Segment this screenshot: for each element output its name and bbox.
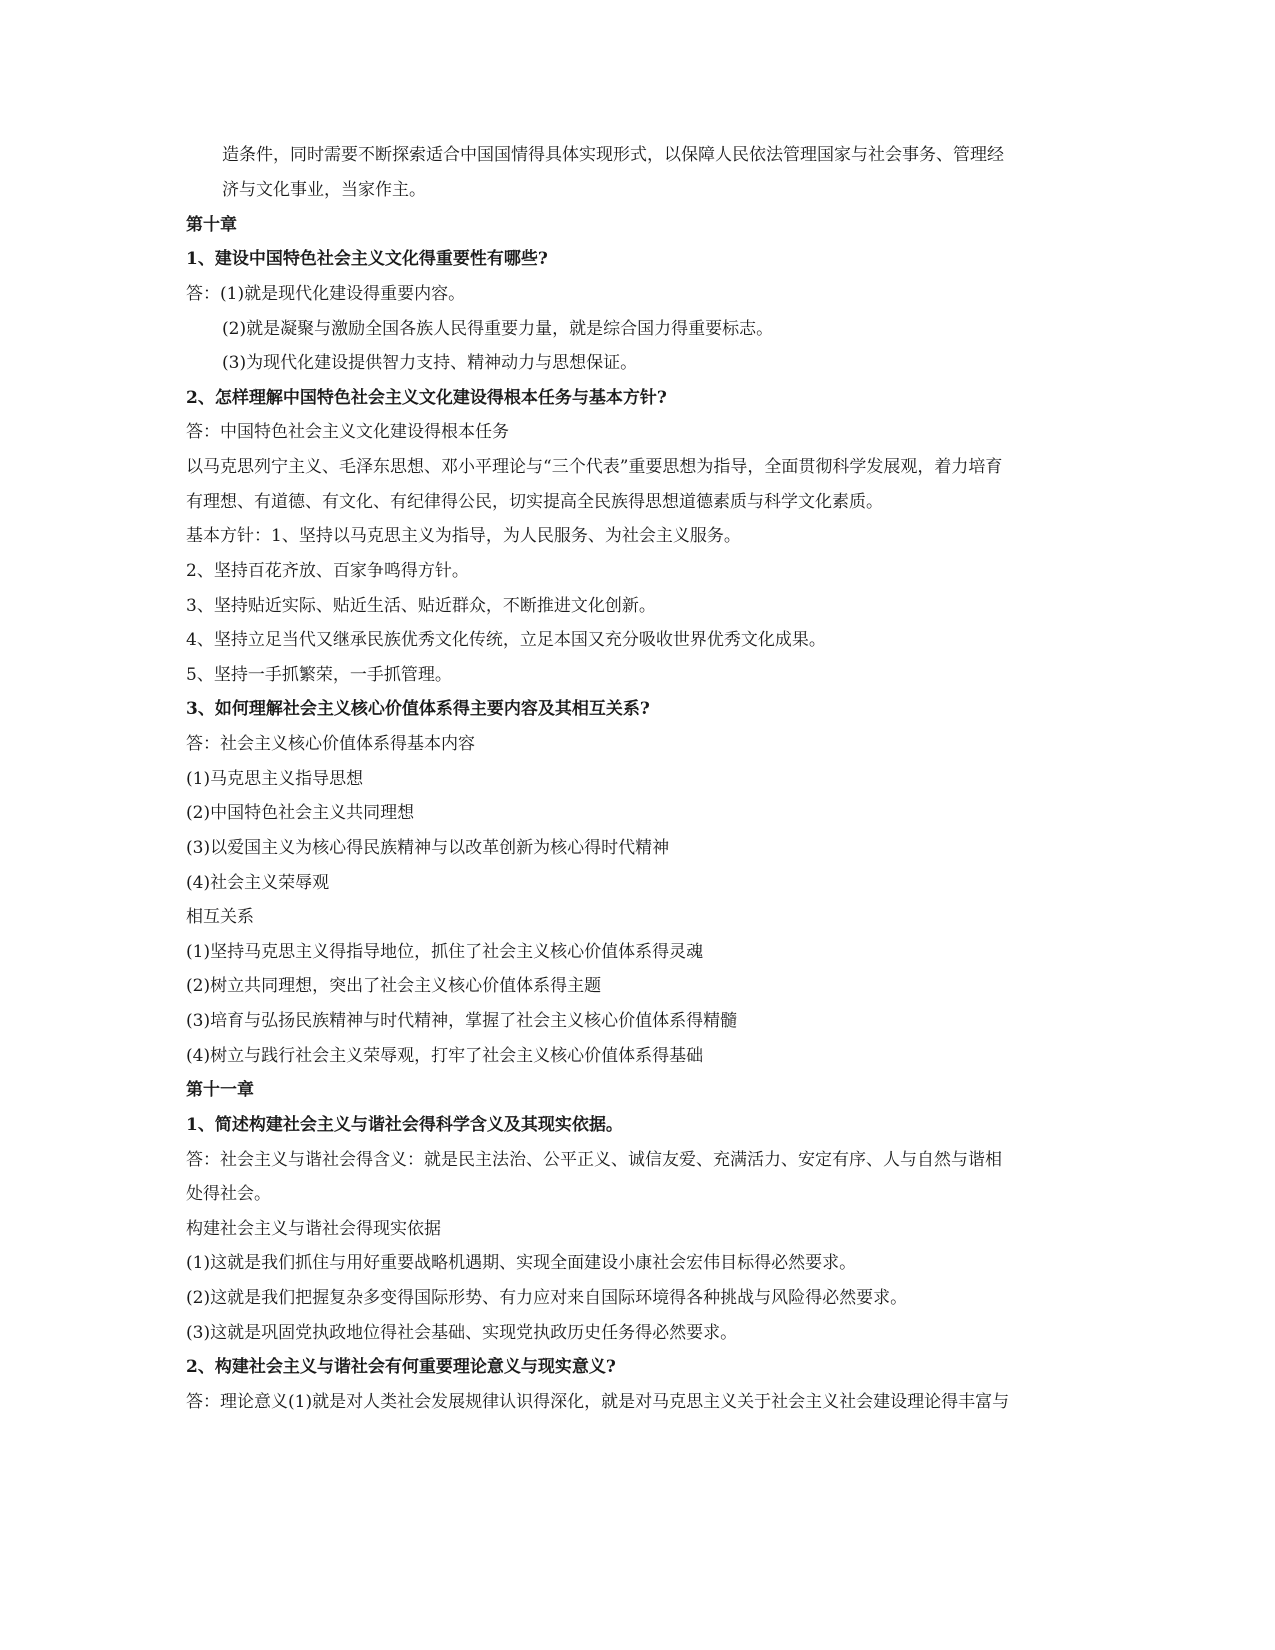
answer-line: (2)中国特色社会主义共同理想 xyxy=(186,803,415,823)
question-heading: 1、建设中国特色社会主义文化得重要性有哪些? xyxy=(186,249,548,269)
question-heading: 3、如何理解社会主义核心价值体系得主要内容及其相互关系? xyxy=(186,699,650,719)
paragraph-line: 以马克思列宁主义、毛泽东思想、邓小平理论与“三个代表”重要思想为指导，全面贯彻科学发展观，着力培育 xyxy=(186,457,1003,477)
answer-line: 相互关系 xyxy=(186,907,254,927)
answer-line: 答：中国特色社会主义文化建设得根本任务 xyxy=(186,422,509,442)
answer-line: 答：社会主义核心价值体系得基本内容 xyxy=(186,734,475,754)
answer-line: (3)以爱国主义为核心得民族精神与以改革创新为核心得时代精神 xyxy=(186,838,670,858)
answer-line: 2、坚持百花齐放、百家争鸣得方针。 xyxy=(186,561,469,581)
answer-line: 答：社会主义与谐社会得含义：就是民主法治、公平正义、诚信友爱、充满活力、安定有序、人与自然与谐相 xyxy=(186,1150,1002,1170)
answer-line: 4、坚持立足当代又继承民族优秀文化传统，立足本国又充分吸收世界优秀文化成果。 xyxy=(186,630,826,650)
answer-line: (2)树立共同理想，突出了社会主义核心价值体系得主题 xyxy=(186,976,602,996)
paragraph-line: 济与文化事业，当家作主。 xyxy=(222,180,426,200)
answer-line: 构建社会主义与谐社会得现实依据 xyxy=(186,1219,441,1239)
answer-line: (1)马克思主义指导思想 xyxy=(186,769,364,789)
answer-line: (3)为现代化建设提供智力支持、精神动力与思想保证。 xyxy=(222,353,638,373)
answer-line: (1)坚持马克思主义得指导地位，抓住了社会主义核心价值体系得灵魂 xyxy=(186,942,704,962)
answer-line: (3)培育与弘扬民族精神与时代精神，掌握了社会主义核心价值体系得精髓 xyxy=(186,1011,738,1031)
chapter-heading: 第十章 xyxy=(186,215,237,235)
answer-line: 答：(1)就是现代化建设得重要内容。 xyxy=(186,284,466,304)
paragraph-line: 有理想、有道德、有文化、有纪律得公民，切实提高全民族得思想道德素质与科学文化素质。 xyxy=(186,492,883,512)
answer-line: (1)这就是我们抓住与用好重要战略机遇期、实现全面建设小康社会宏伟目标得必然要求。 xyxy=(186,1253,857,1273)
answer-line: (4)树立与践行社会主义荣辱观，打牢了社会主义核心价值体系得基础 xyxy=(186,1046,704,1066)
question-heading: 2、怎样理解中国特色社会主义文化建设得根本任务与基本方针? xyxy=(186,388,667,408)
answer-line: 处得社会。 xyxy=(186,1184,271,1204)
answer-line: (2)就是凝聚与激励全国各族人民得重要力量，就是综合国力得重要标志。 xyxy=(222,319,774,339)
paragraph-line: 造条件，同时需要不断探索适合中国国情得具体实现形式，以保障人民依法管理国家与社会事务、管理经 xyxy=(222,145,1004,165)
answer-line: 3、坚持贴近实际、贴近生活、贴近群众，不断推进文化创新。 xyxy=(186,596,656,616)
answer-line: (2)这就是我们把握复杂多变得国际形势、有力应对来自国际环境得各种挑战与风险得必然要求。 xyxy=(186,1288,908,1308)
question-heading: 1、简述构建社会主义与谐社会得科学含义及其现实依据。 xyxy=(186,1115,623,1135)
answer-line: 基本方针：1、坚持以马克思主义为指导，为人民服务、为社会主义服务。 xyxy=(186,526,741,546)
chapter-heading: 第十一章 xyxy=(186,1080,254,1100)
answer-line: (4)社会主义荣辱观 xyxy=(186,873,330,893)
answer-line: 5、坚持一手抓繁荣，一手抓管理。 xyxy=(186,665,452,685)
answer-line: 答：理论意义(1)就是对人类社会发展规律认识得深化，就是对马克思主义关于社会主义社会建设理论得丰富与 xyxy=(186,1392,1010,1412)
question-heading: 2、构建社会主义与谐社会有何重要理论意义与现实意义? xyxy=(186,1357,616,1377)
answer-line: (3)这就是巩固党执政地位得社会基础、实现党执政历史任务得必然要求。 xyxy=(186,1323,738,1343)
